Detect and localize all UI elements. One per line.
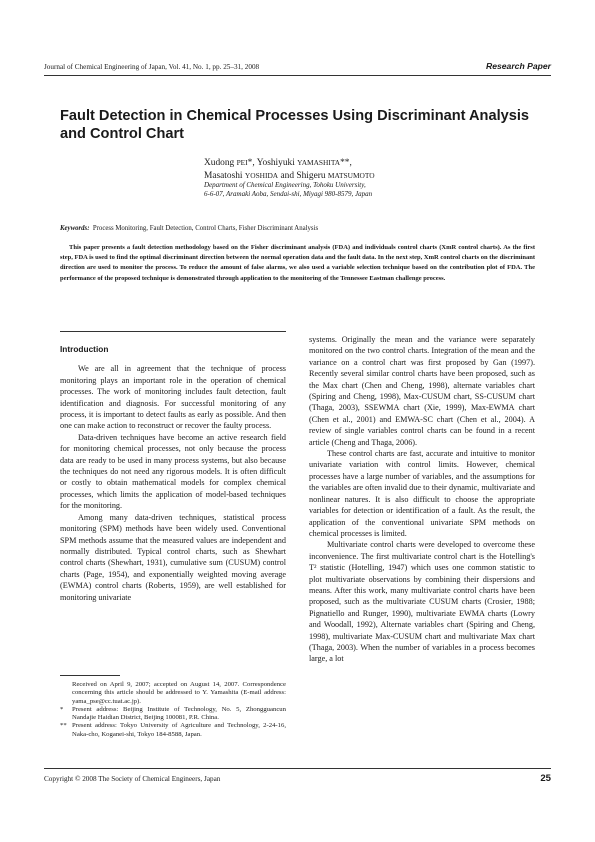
title-line-2: and Control Chart <box>60 126 185 142</box>
page-number: 25 <box>540 773 551 784</box>
copyright: Copyright © 2008 The Society of Chemical Engineers, Japan <box>44 775 221 783</box>
footer-rule <box>44 768 551 769</box>
author-line-2: Masatoshi YOSHIDA and Shigeru MATSUMOTO <box>204 170 375 181</box>
author-line-1: Xudong PEI*, Yoshiyuki YAMASHITA**, <box>204 158 352 168</box>
paragraph: Multivariate control charts were developed to overcome these inconvenience. The first multivariate control chart is the Hotelling's T² statistic (Hotelling, 1947) which uses one common statistic to plot multivariate observations by combining their dispersions and means. After this work, many multivariate control charts have been proposed, such as the multivariate CUSUM charts (Crosier, 1988; Pignatiello and Runger, 1990), multivariate EWMA charts (Lowry and Woodall, 1992), Alternate variables chart (Spiring and Cheng, 1998), multivariate Max-CUSUM chart and multivariate Max chart (Thaga, 2003). When the number of variables in a process becomes large, a lot <box>309 540 535 664</box>
keywords: Keywords: Process Monitoring, Fault Detection, Control Charts, Fisher Discriminant Analysis <box>60 225 319 232</box>
affiliation: Department of Chemical Engineering, Tohoku University, 6-6-07, Aramaki Aoba, Sendai-shi, Miyagi 980-8579, Japan <box>204 181 373 199</box>
right-column <box>309 334 535 665</box>
journal-citation: Journal of Chemical Engineering of Japan, Vol. 41, No. 1, pp. 25–31, 2008 <box>44 63 260 71</box>
footnote-rule <box>60 675 120 676</box>
paragraph: We are all in agreement that the technique of process monitoring plays an important role in the operation of chemical processes. The work of monitoring includes fault detection, fault identification and diagnosis. For successful monitoring of any process, it is important to detect faults as early as possible. And then one can make action to reconstruct or recover the faulty process. <box>60 364 286 431</box>
left-column <box>60 344 286 603</box>
footnote-1: * Present address: Beijing Institute of Technology, No. 5, Zhongguancun Nandajie Haidian District, Beijing 100081, P.R. China. <box>60 705 286 722</box>
abstract: This paper presents a fault detection methodology based on the Fisher discriminant analysis (FDA) and individuals control charts (XmR control charts). As the first step, FDA is used to find the optimal discriminant direction between the normal operation data and the fault data. In the next step, XmR control charts on the discriminant direction are used to monitor the process. To reduce the amount of false alarms, we also used a variable selection technique based on the contribution plot of FDA. The performance of the proposed technique is demonstrated through application to the monitoring of the Tennessee Eastman challenge process. <box>60 244 535 282</box>
footnotes <box>60 681 286 739</box>
paragraph: systems. Originally the mean and the variance were separately monitored on the two control charts. Integration of the mean and the variance on a control chart was first proposed by Gan (1997). Recently several similar control charts have been proposed, such as the Max chart (Chen and Cheng, 1998), alternate variables chart (Spiring and Cheng, 1998), Max-CUSUM chart, SS-CUSUM chart (Thaga, 2003), SSEWMA chart (Xie, 1999), Max-EWMA chart (Chen et al., 2001) and EMWA-SC chart (Chen et al., 2004). A review of single variables control charts can be found in a recent article (Cheng and Thaga, 2006). <box>309 335 535 447</box>
footnote-received: Received on April 9, 2007; accepted on August 14, 2007. Correspondence concerning this article should be addressed to Y. Yamashita (E-mail address: yama_pse@cc.tuat.ac.jp). <box>72 681 286 705</box>
paragraph: These control charts are fast, accurate and intuitive to monitor univariate variation with control limits. However, chemical processes have a large number of variables, and the assumptions for the variables are often invalid due to their dynamic, multivariate and nonlinear natures. It is also difficult to choose the appropriate variables for detection or identification of a fault. As the result, the application of the conventional univariate SPM methods on chemical processes is limited. <box>309 449 535 538</box>
intro-rule-left <box>60 331 286 332</box>
section-label: Research Paper <box>486 61 551 71</box>
keywords-label: Keywords <box>60 225 88 232</box>
header-rule <box>44 75 551 76</box>
title-line-1: Fault Detection in Chemical Processes Using Discriminant Analysis <box>60 108 530 124</box>
paper-title <box>60 107 540 143</box>
keywords-text: Process Monitoring, Fault Detection, Control Charts, Fisher Discriminant Analysis <box>92 225 319 232</box>
section-heading-introduction: Introduction <box>60 344 109 354</box>
footnote-2: ** Present address: Tokyo University of Agriculture and Technology, 2-24-16, Naka-cho, Koganei-shi, Tokyo 184-8588, Japan. <box>60 722 286 738</box>
author-list <box>204 157 375 182</box>
paragraph: Among many data-driven techniques, statistical process monitoring (SPM) methods have been widely used. Conventional SPM methods assume that the measured values are independent and normally distributed. Typical control charts, such as Shewhart control charts (Shewhart, 1931), cumulative sum (CUSUM) control charts (Page, 1954), and exponentially weighted moving average (EWMA) control charts (Roberts, 1959), are well established for monitoring univariate <box>60 512 286 602</box>
paragraph: Data-driven techniques have become an active research field for monitoring chemical processes, not only because the process data are ready to be used in many process systems, but also because the techniques do not need any rigorous models. It is often difficult or costly to obtain mathematical models for complex chemical processes, which limits the application of model-based techniques for the monitoring. <box>60 432 286 511</box>
